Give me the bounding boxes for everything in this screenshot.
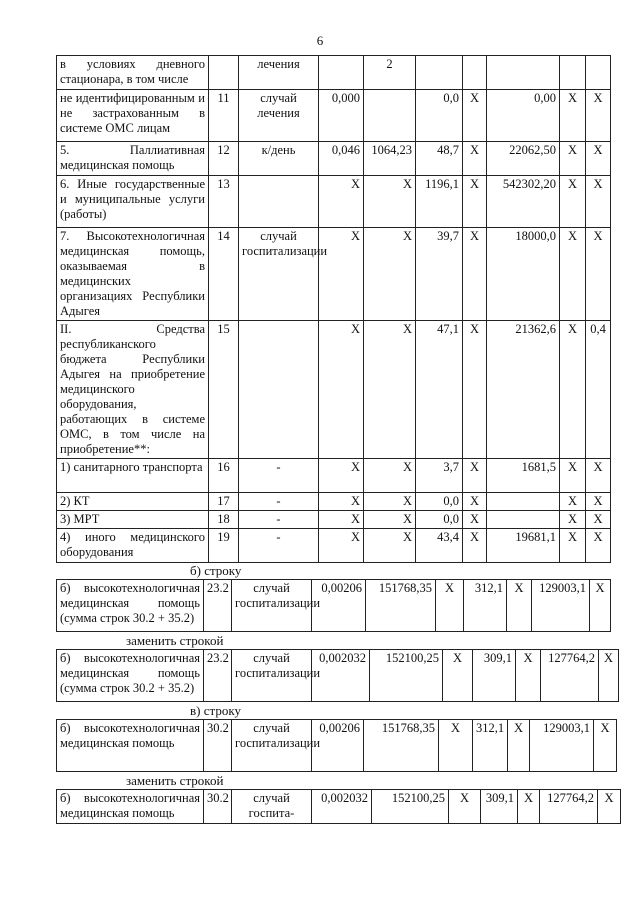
cell-c1: 0,002032 [312, 790, 372, 824]
cell-c7: X [586, 493, 611, 511]
cell-num: 13 [209, 176, 239, 228]
cell-c4: X [463, 459, 487, 493]
cell-c5: X [518, 790, 540, 824]
cell-num: 30.2 [204, 720, 232, 772]
cell-name: II. Средства республиканского бюджета Республики Адыгея на приобретение медицинского оборудования, работающих в системе ОМС, в том числе на приобретение**: [57, 321, 209, 459]
cell-c3: 0,0 [416, 493, 463, 511]
cell-name: 4) иного медицинского оборудования [57, 529, 209, 563]
cell-c5 [487, 56, 560, 90]
section-table-b-original [56, 579, 611, 632]
cell-c3: 1196,1 [416, 176, 463, 228]
cell-c4 [463, 56, 487, 90]
cell-name: не идентифицированным и не застрахованным в системе ОМС лицам [57, 90, 209, 142]
cell-c5: X [508, 720, 530, 772]
cell-c4: X [463, 228, 487, 321]
cell-c2: X [364, 176, 416, 228]
cell-name: 1) санитарного транспорта [57, 459, 209, 493]
cell-c3: 0,0 [416, 511, 463, 529]
cell-c2: X [364, 511, 416, 529]
cell-c5: 0,00 [487, 90, 560, 142]
cell-unit: - [239, 511, 319, 529]
cell-c6: 129003,1 [530, 720, 594, 772]
cell-c7: X [598, 790, 621, 824]
table-row [57, 493, 611, 511]
cell-c3: X [443, 650, 473, 702]
cell-c4: X [463, 321, 487, 459]
cell-unit: случай госпитализации [232, 720, 312, 772]
cell-c7: X [586, 459, 611, 493]
cell-c3 [416, 56, 463, 90]
cell-c1: X [319, 228, 364, 321]
cell-num: 23.2 [204, 650, 232, 702]
cell-c2: 1064,23 [364, 142, 416, 176]
table-row [57, 176, 611, 228]
cell-c2: 151768,35 [364, 720, 439, 772]
cell-unit: случай лечения [239, 90, 319, 142]
cell-c6: 127764,2 [540, 790, 598, 824]
cell-c6: X [560, 511, 586, 529]
cell-c7: X [590, 580, 611, 632]
cell-c7: X [586, 511, 611, 529]
cell-c3: X [436, 580, 464, 632]
cell-c2: X [364, 529, 416, 563]
cell-c2: 152100,25 [370, 650, 443, 702]
cell-unit: случай госпитализации [232, 580, 312, 632]
cell-unit: - [239, 529, 319, 563]
cell-c5: X [507, 580, 532, 632]
cell-c4: 309,1 [473, 650, 516, 702]
cell-c2: X [364, 321, 416, 459]
cell-c2: X [364, 493, 416, 511]
cell-c1: X [319, 321, 364, 459]
cell-c5 [487, 493, 560, 511]
section-label-replace-1: заменить строкой [126, 633, 224, 648]
cell-num: 14 [209, 228, 239, 321]
cell-c5: 18000,0 [487, 228, 560, 321]
cell-c7 [586, 56, 611, 90]
cell-c3: 47,1 [416, 321, 463, 459]
cell-name: б) высокотехнологичная медицинская помощь [57, 720, 204, 772]
cell-c6: 129003,1 [532, 580, 590, 632]
section-table-v-original [56, 719, 617, 772]
cell-c6: X [560, 529, 586, 563]
cell-c6: 127764,2 [541, 650, 599, 702]
cell-c2: X [364, 228, 416, 321]
table-row [57, 580, 611, 632]
table-row [57, 228, 611, 321]
cell-name: б) высокотехнологичная медицинская помощь [57, 790, 204, 824]
cell-c4: X [463, 176, 487, 228]
cell-unit: - [239, 493, 319, 511]
cell-c4: X [463, 493, 487, 511]
section-label-b: б) строку [190, 563, 242, 578]
cell-unit [239, 176, 319, 228]
cell-c4: 312,1 [473, 720, 508, 772]
cell-unit: к/день [239, 142, 319, 176]
cell-c1: X [319, 511, 364, 529]
cell-unit: случай госпитализации [239, 228, 319, 321]
cell-num [209, 56, 239, 90]
cell-c1: X [319, 459, 364, 493]
cell-c7: 0,4 [586, 321, 611, 459]
cell-c1: 0,00206 [312, 580, 366, 632]
table-row [57, 511, 611, 529]
cell-name: 7. Высокотехнологичная медицинская помощь, оказываемая в медицинских организациях Республики Адыгея [57, 228, 209, 321]
cell-c7: X [586, 90, 611, 142]
cell-name: 5. Паллиативная медицинская помощь [57, 142, 209, 176]
cell-c4: X [463, 90, 487, 142]
cell-c1: X [319, 176, 364, 228]
section-table-v-replacement [56, 789, 621, 824]
cell-unit: случай госпитализации [232, 650, 312, 702]
cell-c5: 542302,20 [487, 176, 560, 228]
cell-c5: 22062,50 [487, 142, 560, 176]
cell-c5 [487, 511, 560, 529]
cell-num: 23.2 [204, 580, 232, 632]
cell-num: 15 [209, 321, 239, 459]
cell-unit [239, 321, 319, 459]
cell-c4: X [463, 142, 487, 176]
table-row [57, 720, 617, 772]
cell-num: 12 [209, 142, 239, 176]
cell-c1: 0,000 [319, 90, 364, 142]
table-row [57, 142, 611, 176]
cell-c6: X [560, 176, 586, 228]
cell-c4: X [463, 529, 487, 563]
section-label-v: в) строку [190, 703, 241, 718]
cell-c7: X [594, 720, 617, 772]
cell-c6: X [560, 321, 586, 459]
table-row [57, 790, 621, 824]
cell-c7: X [599, 650, 619, 702]
cell-c3: 3,7 [416, 459, 463, 493]
cell-unit: случай госпита- [232, 790, 312, 824]
cell-num: 16 [209, 459, 239, 493]
cell-c5: 21362,6 [487, 321, 560, 459]
cell-name: 6. Иные государственные и муниципальные услуги (работы) [57, 176, 209, 228]
cell-c2: 152100,25 [372, 790, 449, 824]
page-number: 6 [316, 33, 324, 48]
table-row [57, 321, 611, 459]
cell-num: 11 [209, 90, 239, 142]
table-row [57, 650, 619, 702]
cell-c5: 1681,5 [487, 459, 560, 493]
cell-c3: X [449, 790, 481, 824]
table-row [57, 529, 611, 563]
cell-c7: X [586, 529, 611, 563]
cell-c6: X [560, 459, 586, 493]
cell-c4: 312,1 [464, 580, 507, 632]
table-row [57, 90, 611, 142]
cell-c6: X [560, 228, 586, 321]
cell-num: 18 [209, 511, 239, 529]
main-table [56, 55, 611, 563]
cell-unit: - [239, 459, 319, 493]
cell-unit: лечения [239, 56, 319, 90]
cell-c7: X [586, 228, 611, 321]
cell-c6: X [560, 90, 586, 142]
cell-c1: X [319, 529, 364, 563]
section-label-replace-2: заменить строкой [126, 773, 224, 788]
cell-num: 30.2 [204, 790, 232, 824]
table-row [57, 56, 611, 90]
table-row [57, 459, 611, 493]
cell-c7: X [586, 176, 611, 228]
cell-c1: 0,046 [319, 142, 364, 176]
cell-c7: X [586, 142, 611, 176]
cell-c6: X [560, 142, 586, 176]
cell-c4: 309,1 [481, 790, 518, 824]
cell-c5: 19681,1 [487, 529, 560, 563]
cell-name: б) высокотехнологичная медицинская помощь (сумма строк 30.2 + 35.2) [57, 580, 204, 632]
cell-c2: 2 [364, 56, 416, 90]
cell-c3: 39,7 [416, 228, 463, 321]
cell-c3: 43,4 [416, 529, 463, 563]
cell-c6 [560, 56, 586, 90]
cell-c4: X [463, 511, 487, 529]
cell-num: 19 [209, 529, 239, 563]
section-table-b-replacement [56, 649, 619, 702]
cell-name: б) высокотехнологичная медицинская помощь (сумма строк 30.2 + 35.2) [57, 650, 204, 702]
cell-c1: 0,00206 [312, 720, 364, 772]
cell-c3: 0,0 [416, 90, 463, 142]
cell-c1 [319, 56, 364, 90]
cell-c2 [364, 90, 416, 142]
cell-c3: X [439, 720, 473, 772]
cell-name: в условиях дневного стационара, в том числе [57, 56, 209, 90]
cell-c5: X [516, 650, 541, 702]
cell-c1: 0,002032 [312, 650, 370, 702]
cell-num: 17 [209, 493, 239, 511]
cell-name: 3) МРТ [57, 511, 209, 529]
cell-c6: X [560, 493, 586, 511]
cell-name: 2) КТ [57, 493, 209, 511]
cell-c2: X [364, 459, 416, 493]
cell-c1: X [319, 493, 364, 511]
cell-c2: 151768,35 [366, 580, 436, 632]
cell-c3: 48,7 [416, 142, 463, 176]
